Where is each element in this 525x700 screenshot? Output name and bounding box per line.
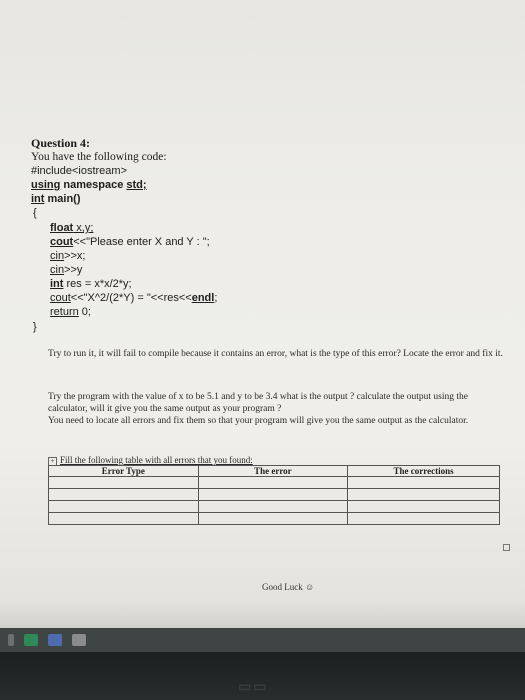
code-line-int-res: int res = x*x/2*y; [50, 278, 132, 290]
table-header-row [49, 466, 500, 477]
header-corrections: The corrections [348, 466, 500, 477]
table-cell[interactable] [198, 489, 348, 501]
table-title: + Fill the following table with all errors that you found: [48, 455, 253, 466]
table-cell[interactable] [49, 477, 199, 489]
code-line-include: #include<iostream> [31, 165, 128, 177]
code-line-float: float x,y; [50, 222, 94, 234]
header-error-type: Error Type [49, 466, 199, 477]
paragraph-try-values: Try the program with the value of x to be 5.1 and y to be 3.4 what is the output ? calculate the output using the calculator, will it give you the same output as your program ? [48, 392, 468, 414]
table-row [49, 513, 500, 525]
table-cell[interactable] [348, 513, 500, 525]
table-row [49, 477, 500, 489]
table-cell[interactable] [348, 501, 500, 513]
table-cell[interactable] [198, 513, 348, 525]
code-line-main: int main() [31, 193, 81, 205]
table-cell[interactable] [348, 489, 500, 501]
table-move-handle-icon[interactable]: + [48, 457, 57, 466]
code-line-cin-x: cin>>x; [50, 250, 86, 262]
table-cell[interactable] [198, 501, 348, 513]
good-luck-text: Good Luck ☺ [262, 582, 315, 592]
code-line-cout-result: cout<<"X^2/(2*Y) = "<<res<<endl; [50, 292, 218, 304]
code-line-open-brace: { [33, 207, 37, 219]
table-cell[interactable] [49, 513, 199, 525]
table-resize-handle-icon[interactable] [503, 544, 510, 551]
question-title: Question 4: [31, 136, 91, 150]
table-row [49, 489, 500, 501]
table-row [49, 501, 500, 513]
code-line-cin-y: cin>>y [50, 264, 83, 276]
code-line-return: return 0; [50, 306, 91, 318]
page-shadow [0, 600, 525, 630]
question-intro: You have the following code: [31, 151, 167, 163]
code-line-cout-prompt: cout<<"Please enter X and Y : "; [50, 236, 210, 248]
app-icon-3[interactable] [72, 634, 86, 646]
monitor-logo-icon: ▭▭ [238, 678, 269, 694]
table-cell[interactable] [348, 477, 500, 489]
table-cell[interactable] [49, 501, 199, 513]
table-cell[interactable] [49, 489, 199, 501]
header-the-error: The error [198, 466, 348, 477]
taskbar [0, 628, 525, 652]
table-cell[interactable] [198, 477, 348, 489]
errors-table [48, 465, 500, 525]
app-icon-1[interactable] [24, 634, 38, 646]
code-line-using: using namespace std; [31, 179, 147, 191]
paragraph-fix-errors: You need to locate all errors and fix them so that your program will give you the same output as the calculator. [48, 416, 469, 426]
code-line-close-brace: } [33, 321, 37, 333]
taskbar-start-icon[interactable] [8, 634, 14, 646]
app-icon-2[interactable] [48, 634, 62, 646]
paragraph-compile-error: Try to run it, it will fail to compile because it contains an error, what is the type of this error? Locate the error and fix it. [48, 349, 503, 359]
